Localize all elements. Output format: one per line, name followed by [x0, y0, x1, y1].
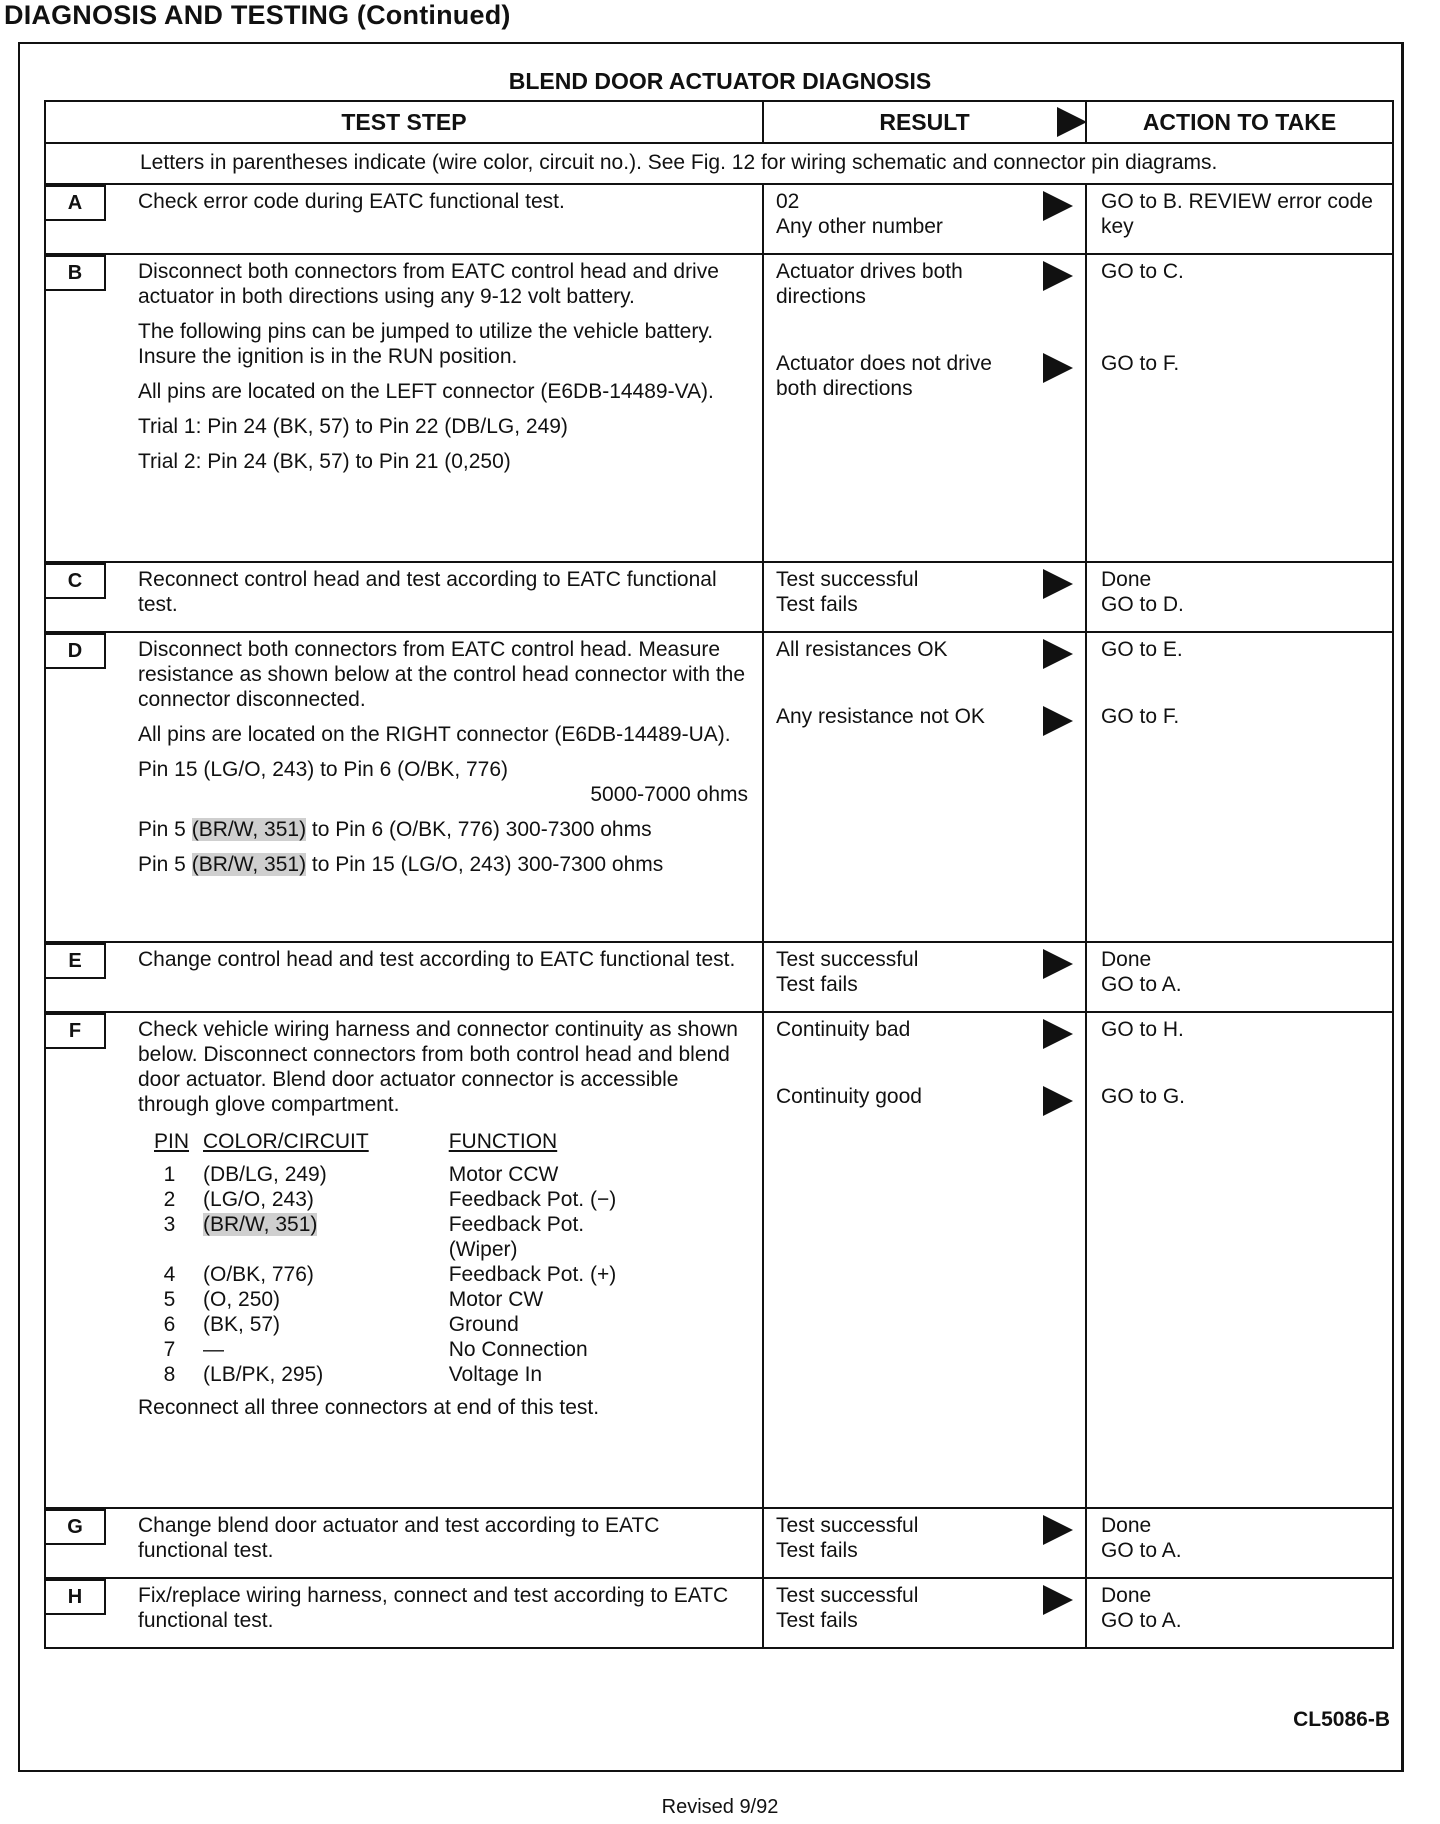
pin-table — [154, 1129, 663, 1387]
step-letter: H — [46, 1579, 106, 1615]
pin-row: 2 (LG/O, 243) Feedback Pot. (−) — [163, 1188, 617, 1211]
pin-row: 5 (O, 250) Motor CW — [163, 1288, 544, 1311]
action-item: Done GO to A. — [1101, 1584, 1182, 1632]
highlighted-wire: (BR/W, 351) — [191, 853, 307, 876]
arrow-right-icon — [1043, 1086, 1073, 1116]
action-item: GO to H. — [1101, 1018, 1184, 1041]
result-item: Actuator drives both directions — [776, 259, 1075, 309]
arrow-right-icon — [1043, 639, 1073, 669]
step-instruction: Change control head and test according to EATC functional test. — [138, 948, 736, 971]
pin-row: 7 — No Connection — [163, 1338, 588, 1361]
step-instruction: Check error code during EATC functional test. — [138, 190, 565, 213]
step-instruction: Reconnect all three connectors at end of this test. — [138, 1396, 600, 1419]
result-item: Test successful Test fails — [776, 1583, 1075, 1633]
pin-header: PIN — [154, 1130, 190, 1153]
result-item: Any resistance not OK — [776, 704, 1075, 729]
step-instruction: All pins are located on the LEFT connector (E6DB-14489-VA). — [138, 380, 714, 403]
step-instruction: Disconnect both connectors from EATC control head. Measure resistance as shown below at the control head connector with the connector disconnected. — [138, 638, 746, 711]
header-test-step: TEST STEP — [341, 108, 467, 135]
arrow-right-icon — [1043, 706, 1073, 736]
arrow-right-icon — [1043, 569, 1073, 599]
revision-note: Revised 9/92 — [661, 1796, 779, 1818]
arrow-right-icon — [1043, 949, 1073, 979]
step-letter: E — [46, 943, 106, 979]
function-header: FUNCTION — [448, 1130, 558, 1153]
highlighted-wire: (BR/W, 351) — [203, 1213, 318, 1236]
result-item: Actuator does not drive both directions — [776, 351, 1075, 401]
step-row-a — [46, 185, 1392, 255]
result-item: Test successful Test fails — [776, 567, 1075, 617]
action-item: Done GO to A. — [1101, 948, 1182, 996]
header-result-label: RESULT — [879, 108, 970, 135]
pin-row: 6 (BK, 57) Ground — [163, 1313, 519, 1336]
header-result — [762, 102, 1085, 142]
step-row-b — [46, 255, 1392, 563]
step-instruction: The following pins can be jumped to utilize the vehicle battery. Insure the ignition is in the RUN position. — [138, 320, 714, 368]
step-instruction: Fix/replace wiring harness, connect and test according to EATC functional test. — [138, 1584, 729, 1632]
arrow-right-icon — [1043, 353, 1073, 383]
step-row-h — [46, 1579, 1392, 1647]
pin-row: 3 (BR/W, 351) Feedback Pot. (Wiper) — [163, 1213, 585, 1261]
header-row — [46, 102, 1392, 144]
action-item: GO to C. — [1101, 260, 1184, 283]
header-action: ACTION TO TAKE — [1085, 102, 1392, 142]
result-item: Continuity bad — [776, 1017, 1075, 1042]
step-row-g — [46, 1509, 1392, 1579]
step-instruction: Pin 5 (BR/W, 351) to Pin 6 (O/BK, 776) 300-7300 ohms — [138, 818, 652, 841]
color-circuit-header: COLOR/CIRCUIT — [203, 1130, 369, 1153]
step-letter: C — [46, 563, 106, 599]
action-item: GO to E. — [1101, 638, 1183, 661]
step-instruction: Change blend door actuator and test according to EATC functional test. — [138, 1514, 660, 1562]
page-title: DIAGNOSIS AND TESTING (Continued) — [4, 0, 511, 30]
pin-row: 4 (O/BK, 776) Feedback Pot. (+) — [163, 1263, 617, 1286]
table-caption: BLEND DOOR ACTUATOR DIAGNOSIS — [508, 68, 932, 94]
step-instruction: All pins are located on the RIGHT connector (E6DB-14489-UA). — [138, 723, 731, 746]
result-item: 02 Any other number — [776, 189, 1075, 239]
diagnosis-table — [44, 100, 1394, 1649]
arrow-right-icon — [1043, 1515, 1073, 1545]
action-item: GO to F. — [1101, 705, 1180, 728]
action-item: Done GO to A. — [1101, 1514, 1182, 1562]
step-instruction: Trial 2: Pin 24 (BK, 57) to Pin 21 (0,250) — [138, 450, 511, 473]
action-item: GO to B. REVIEW error code key — [1101, 190, 1373, 238]
step-row-f — [46, 1013, 1392, 1509]
step-letter: A — [46, 185, 106, 221]
resistance-value: 5000-7000 ohms — [590, 783, 748, 806]
step-instruction: Pin 5 (BR/W, 351) to Pin 15 (LG/O, 243) 300-7300 ohms — [138, 853, 664, 876]
step-letter: F — [46, 1013, 106, 1049]
step-letter: B — [46, 255, 106, 291]
step-instruction: Check vehicle wiring harness and connector continuity as shown below. Disconnect connectors from both control head and blend door actuator. Blend door actuator connector is accessible through glove compartment. — [138, 1018, 738, 1116]
step-instruction: Reconnect control head and test according to EATC functional test. — [138, 568, 717, 616]
arrow-right-icon — [1043, 191, 1073, 221]
arrow-right-icon — [1043, 1585, 1073, 1615]
figure-code: CL5086-B — [1293, 1708, 1390, 1731]
result-item: All resistances OK — [776, 637, 1075, 662]
step-row-c — [46, 563, 1392, 633]
action-item: GO to G. — [1101, 1085, 1186, 1108]
step-instruction: Trial 1: Pin 24 (BK, 57) to Pin 22 (DB/LG, 249) — [138, 415, 568, 438]
result-item: Continuity good — [776, 1084, 1075, 1109]
legend-note: Letters in parentheses indicate (wire color, circuit no.). See Fig. 12 for wiring schematic and connector pin diagrams. — [46, 144, 1392, 185]
step-letter: G — [46, 1509, 106, 1545]
action-item: Done GO to D. — [1101, 568, 1184, 616]
result-item: Test successful Test fails — [776, 947, 1075, 997]
step-instruction: Disconnect both connectors from EATC control head and drive actuator in both directions using any 9-12 volt battery. — [138, 260, 719, 308]
highlighted-wire: (BR/W, 351) — [191, 818, 307, 841]
arrow-right-icon — [1043, 261, 1073, 291]
step-instruction: Pin 15 (LG/O, 243) to Pin 6 (O/BK, 776) — [138, 758, 509, 781]
arrow-right-icon — [1057, 107, 1087, 137]
step-letter: D — [46, 633, 106, 669]
action-item: GO to F. — [1101, 352, 1180, 375]
pin-row: 8 (LB/PK, 295) Voltage In — [163, 1363, 543, 1386]
pin-row: 1 (DB/LG, 249) Motor CCW — [163, 1163, 559, 1186]
result-item: Test successful Test fails — [776, 1513, 1075, 1563]
step-row-d — [46, 633, 1392, 943]
step-row-e — [46, 943, 1392, 1013]
arrow-right-icon — [1043, 1019, 1073, 1049]
